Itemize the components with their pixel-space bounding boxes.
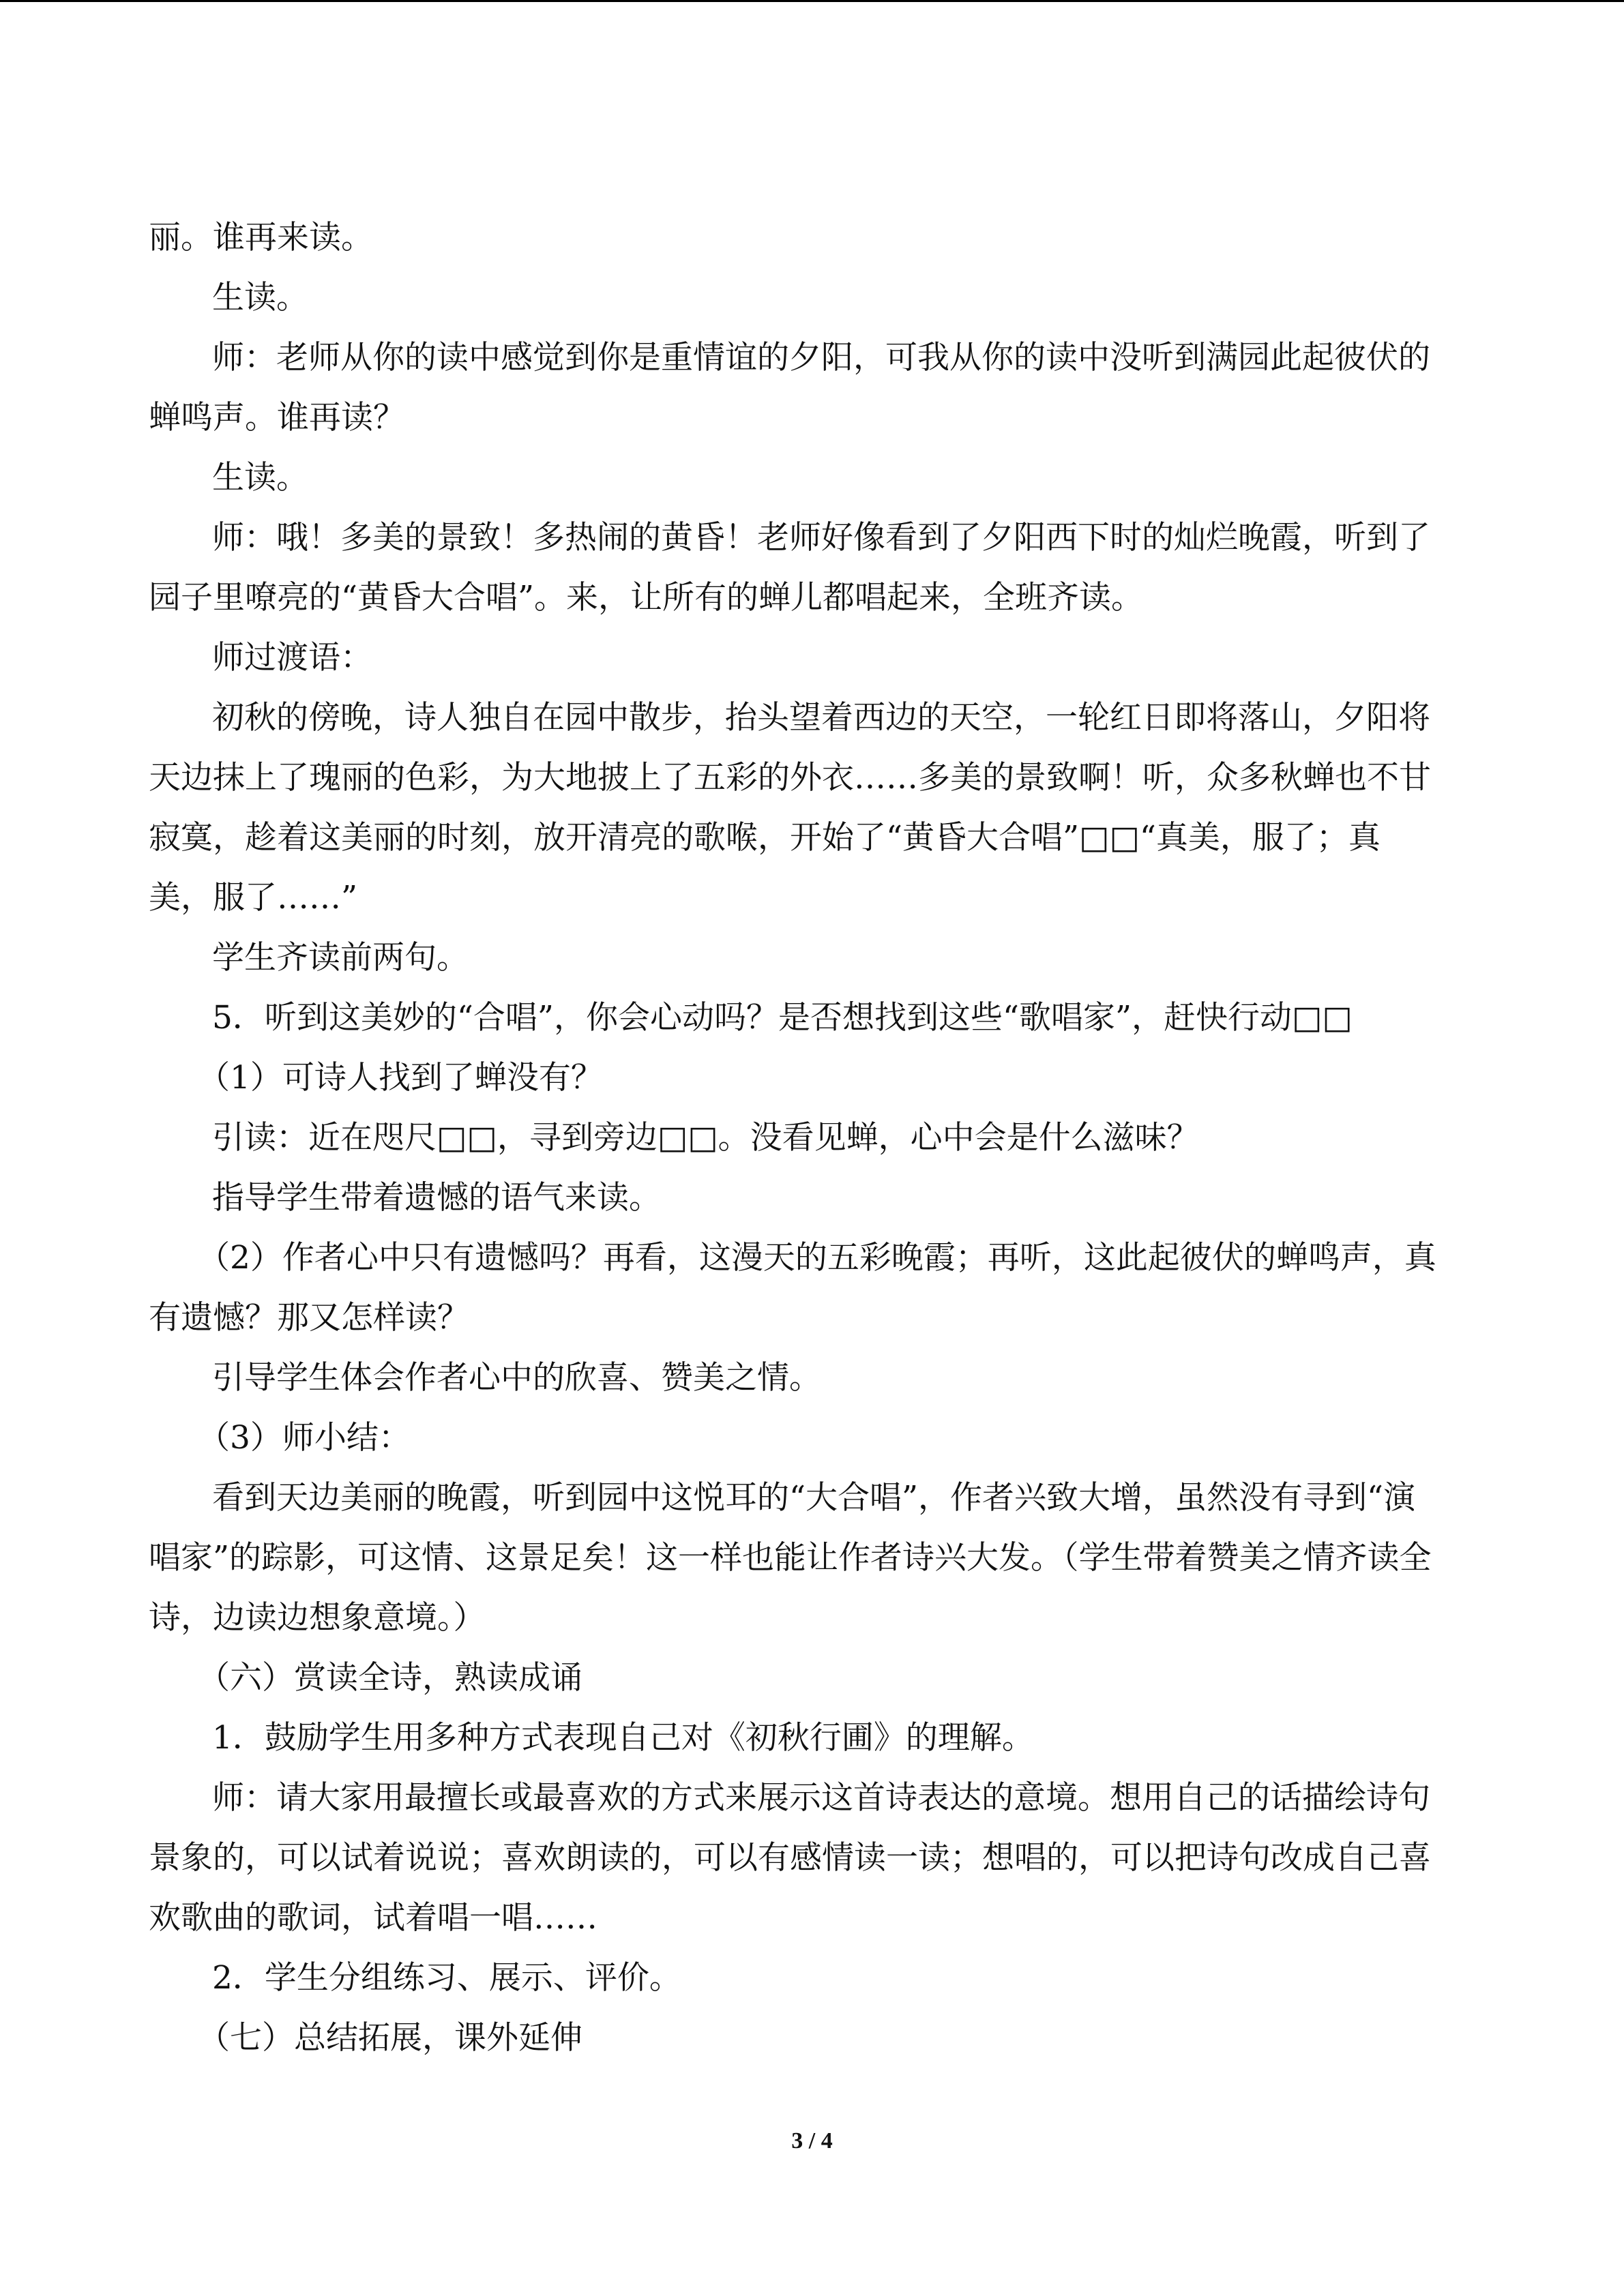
text-line-15: （1）可诗人找到了蝉没有？ xyxy=(198,1059,603,1097)
text-line-11: 寂寞，趁着这美丽的时刻，放开清亮的歌喉，开始了“黄昏大合唱”□□“真美，服了；真 xyxy=(149,819,1381,856)
text-line-2: 生读。 xyxy=(212,279,308,316)
text-line-8: 师过渡语： xyxy=(212,639,372,676)
text-line-7: 园子里嘹亮的“黄昏大合唱”。来，让所有的蝉儿都唱起来，全班齐读。 xyxy=(149,579,1144,616)
text-line-28: 景象的，可以试着说说；喜欢朗读的，可以有感情读一读；想唱的，可以把诗句改成自己喜 xyxy=(149,1839,1431,1877)
text-line-17: 指导学生带着遗憾的语气来读。 xyxy=(212,1179,661,1217)
text-line-30: 2．学生分组练习、展示、评价。 xyxy=(212,1959,681,1997)
text-line-4: 蝉鸣声。谁再读？ xyxy=(149,399,405,436)
text-line-9: 初秋的傍晚，诗人独自在园中散步，抬头望着西边的天空，一轮红日即将落山，夕阳将 xyxy=(212,699,1430,736)
text-line-5: 生读。 xyxy=(212,459,308,496)
section-heading-6: （六）赏读全诗，熟读成诵 xyxy=(198,1659,582,1697)
text-line-27: 师：请大家用最擅长或最喜欢的方式来展示这首诗表达的意境。想用自己的话描绘诗句 xyxy=(212,1779,1430,1817)
text-line-24: 诗，边读边想象意境。） xyxy=(149,1599,486,1637)
section-heading-7: （七）总结拓展，课外延伸 xyxy=(198,2019,582,2057)
text-line-16: 引读：近在咫尺□□，寻到旁边□□。没看见蝉，心中会是什么滋味？ xyxy=(212,1119,1199,1157)
text-line-14: 5．听到这美妙的“合唱”，你会心动吗？是否想找到这些“歌唱家”，赶快行动□□ xyxy=(212,999,1353,1037)
text-line-13: 学生齐读前两句。 xyxy=(212,939,469,976)
page-top-border xyxy=(0,0,1624,2)
text-line-20: 引导学生体会作者心中的欣喜、赞美之情。 xyxy=(212,1359,821,1397)
text-line-23: 唱家”的踪影，可这情、这景足矣！这一样也能让作者诗兴大发。（学生带着赞美之情齐读全 xyxy=(149,1539,1432,1577)
text-line-3: 师：老师从你的读中感觉到你是重情谊的夕阳，可我从你的读中没听到满园此起彼伏的 xyxy=(212,339,1430,376)
text-line-1: 丽。谁再来读。 xyxy=(149,219,373,256)
document-body xyxy=(149,208,1477,2068)
text-line-18: （2）作者心中只有遗憾吗？再看，这漫天的五彩晚霞；再听，这此起彼伏的蝉鸣声，真 xyxy=(198,1239,1436,1277)
text-line-10: 天边抹上了瑰丽的色彩，为大地披上了五彩的外衣……多美的景致啊！听，众多秋蝉也不甘 xyxy=(149,759,1431,796)
text-line-6: 师：哦！多美的景致！多热闹的黄昏！老师好像看到了夕阳西下时的灿烂晚霞，听到了 xyxy=(212,519,1430,556)
text-line-21: （3）师小结： xyxy=(198,1419,411,1457)
text-line-22: 看到天边美丽的晚霞，听到园中这悦耳的“大合唱”，作者兴致大增，虽然没有寻到“演 xyxy=(212,1479,1416,1517)
text-line-29: 欢歌曲的歌词，试着唱一唱…… xyxy=(149,1899,597,1937)
text-line-12: 美，服了……” xyxy=(149,879,358,916)
text-line-26: 1．鼓励学生用多种方式表现自己对《初秋行圃》的理解。 xyxy=(212,1719,1034,1757)
text-line-19: 有遗憾？那又怎样读？ xyxy=(149,1299,469,1337)
page-number: 3 / 4 xyxy=(791,2128,833,2153)
